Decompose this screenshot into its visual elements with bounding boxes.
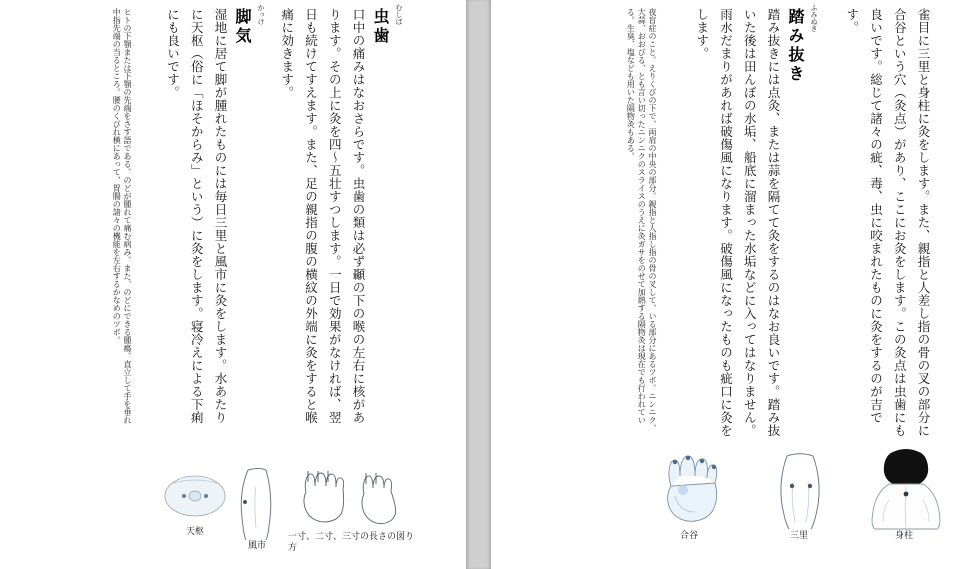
left-heading-mushiba: 虫歯 bbox=[371, 8, 390, 46]
left-heading-kakke: 脚気 bbox=[233, 8, 252, 46]
figure-shinchu bbox=[863, 448, 949, 530]
figure-fushi bbox=[228, 468, 286, 542]
right-body-fuminuki: 踏み抜きには点灸、または蒜を隔てて灸をするのはなお良いです。踏み抜いた後は田んぼの水垢、船底に溜まった水垢などに入ってはなりません。雨水だまりがあれば破傷風になります。破傷風になったものも疵口に灸をします。 bbox=[694, 8, 781, 437]
figure-shinchu-caption: 身柱 bbox=[894, 531, 913, 541]
page-gutter bbox=[466, 0, 491, 569]
figure-sanri-caption: 三里 bbox=[789, 531, 808, 541]
right-side-note: 夜盲症のこと。えりくびの下で、両肩の中央の部分。親指と人指し指の骨の叉して、いる部分にあるツボ。ニンニク、大蒜、おおびる、とも言い切ったニンニクのスライスのうえに灸ガサをのせて加熱する隔物灸は現在でも行われている。生臭、塩なども用いた隔物灸もある。 bbox=[626, 8, 657, 432]
figure-gokoku bbox=[653, 452, 739, 528]
figure-tensu-caption: 天枢 bbox=[185, 527, 204, 537]
left-body-mushiba: 口中の痛みはなおさらです。虫歯の類は必ず顳の下の喉の左右に核があります。その上に灸を四〜五壮すつします。一日で効果がなければ、翌日も続けてすえます。また、足の親指の腹の横紋の外端に灸をすると喉痛に効きます。 bbox=[279, 8, 366, 424]
right-heading-fuminuki: 踏み抜き bbox=[786, 8, 805, 84]
left-heading-mushiba-ruby: むしば bbox=[395, 4, 403, 25]
figure-sun-measure-caption: 一寸、二寸、三寸の長さの図り方 bbox=[288, 532, 415, 554]
left-body-kakke: 湿地に居て脚が腫れたものには毎日三里と風市に灸をします。水あたりに天枢（俗に「ほそからみ」という）に灸をします。寝冷えによる下痢にも良いです。 bbox=[165, 8, 228, 424]
left-page bbox=[0, 0, 466, 569]
figure-gokoku-caption: 合谷 bbox=[679, 531, 698, 541]
left-side-note: ヒトの下顎または下顎の先端をさす語である。のどが腫れて痛む病み。また、のどにできる腫瘍。直立して手を垂れ中指先端の当るところ。腰のくびれ横にあって、胃腸の諸々の機能を左右するかなめのツボ。 bbox=[112, 8, 132, 424]
right-heading-fuminuki-ruby: ふみぬき bbox=[810, 4, 818, 32]
right-body-continuation: 雀目に三里と身柱に灸をします。また、親指と人差し指の骨の叉の部分に合谷という穴（灸点）があり、ここにお灸をします。この灸点は虫歯にも良いです。総じて諸々の疵、毒、虫に咬まれたものに灸をするのが吉です。 bbox=[844, 8, 931, 437]
figure-sun-measure bbox=[296, 470, 406, 532]
right-page bbox=[491, 0, 957, 569]
figure-tensu bbox=[160, 472, 230, 524]
left-heading-kakke-ruby: かっけ bbox=[257, 4, 265, 25]
figure-sanri bbox=[763, 452, 839, 530]
figure-fushi-caption: 風市 bbox=[247, 541, 266, 551]
